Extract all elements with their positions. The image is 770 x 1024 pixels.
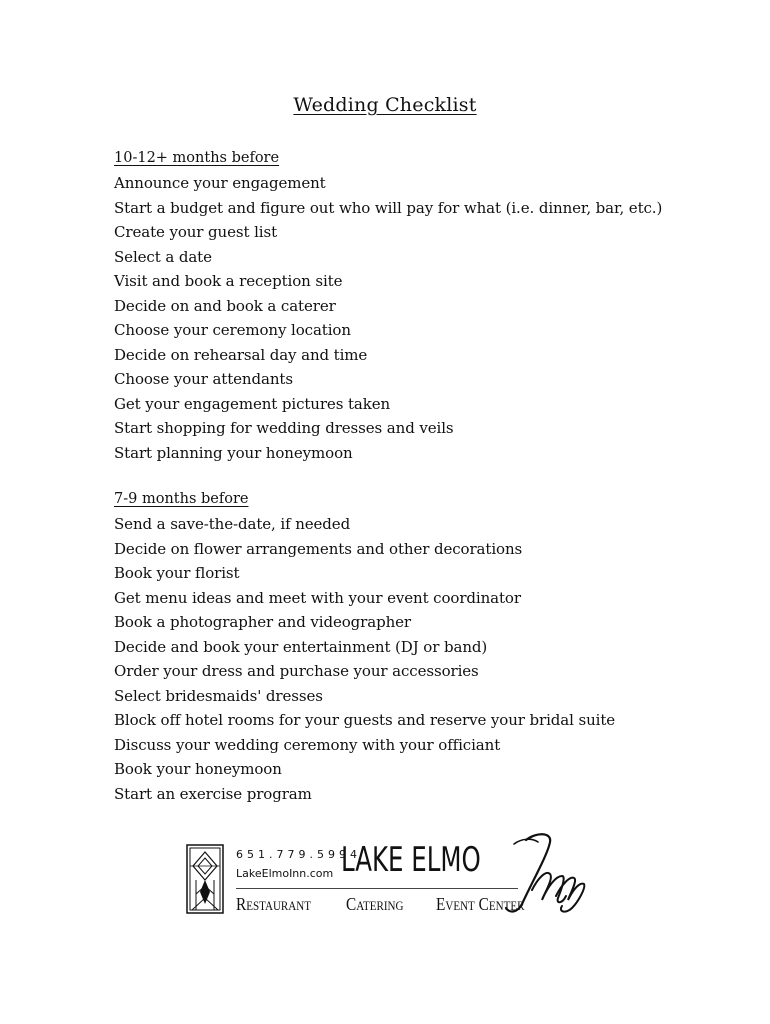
task-item: Get menu ideas and meet with your event coordinator: [114, 588, 521, 607]
task-item: Order your dress and purchase your accessories: [114, 662, 479, 680]
task-item: Send a save-the-date, if needed: [114, 515, 351, 533]
section-10-12-months: [114, 148, 734, 465]
lake-elmo-inn-logo: [186, 826, 586, 918]
task-item: Decide and book your entertainment (DJ or band): [114, 637, 488, 656]
task-item: Decide on rehearsal day and time: [114, 345, 368, 364]
art-deco-emblem-icon: [186, 844, 224, 914]
task-item: Create your guest list: [114, 223, 277, 241]
page-title: Wedding Checklist: [293, 94, 477, 116]
website-url: LakeElmoInn.com: [236, 867, 334, 880]
service-catering: Catering: [346, 894, 404, 914]
task-item: Select a date: [114, 247, 212, 266]
task-item: Start shopping for wedding dresses and veils: [114, 419, 454, 437]
task-item: Decide on flower arrangements and other decorations: [114, 539, 523, 558]
task-item: Book a photographer and videographer: [114, 613, 411, 631]
section-heading: 7-9 months before: [114, 491, 249, 507]
logo-services: [236, 894, 540, 915]
task-item: Start planning your honeymoon: [114, 443, 353, 462]
task-item: Discuss your wedding ceremony with your officiant: [114, 735, 501, 754]
task-item: Select bridesmaids' dresses: [114, 686, 323, 705]
task-item: Start a budget and figure out who will pay for what (i.e. dinner, bar, etc.): [114, 198, 663, 217]
task-item: Announce your engagement: [114, 174, 326, 192]
logo-wordmark: LAKE ELMO: [341, 840, 481, 880]
section-heading: 10-12+ months before: [114, 150, 280, 166]
task-item: Book your honeymoon: [114, 760, 282, 778]
task-item: Get your engagement pictures taken: [114, 394, 391, 413]
section-7-9-months: [114, 489, 734, 806]
phone-number: 651.779.5994: [236, 848, 361, 861]
service-event-center: Event Center: [435, 894, 525, 914]
task-item: Choose your attendants: [114, 370, 293, 388]
task-item: Visit and book a reception site: [114, 272, 343, 290]
task-item: Start an exercise program: [114, 784, 312, 803]
task-item: Choose your ceremony location: [114, 321, 351, 339]
task-item: Decide on and book a caterer: [114, 296, 336, 315]
service-restaurant: Restaurant: [236, 894, 312, 914]
logo-divider: [236, 888, 518, 889]
task-item: Block off hotel rooms for your guests and reserve your bridal suite: [114, 711, 616, 729]
task-item: Book your florist: [114, 564, 240, 582]
